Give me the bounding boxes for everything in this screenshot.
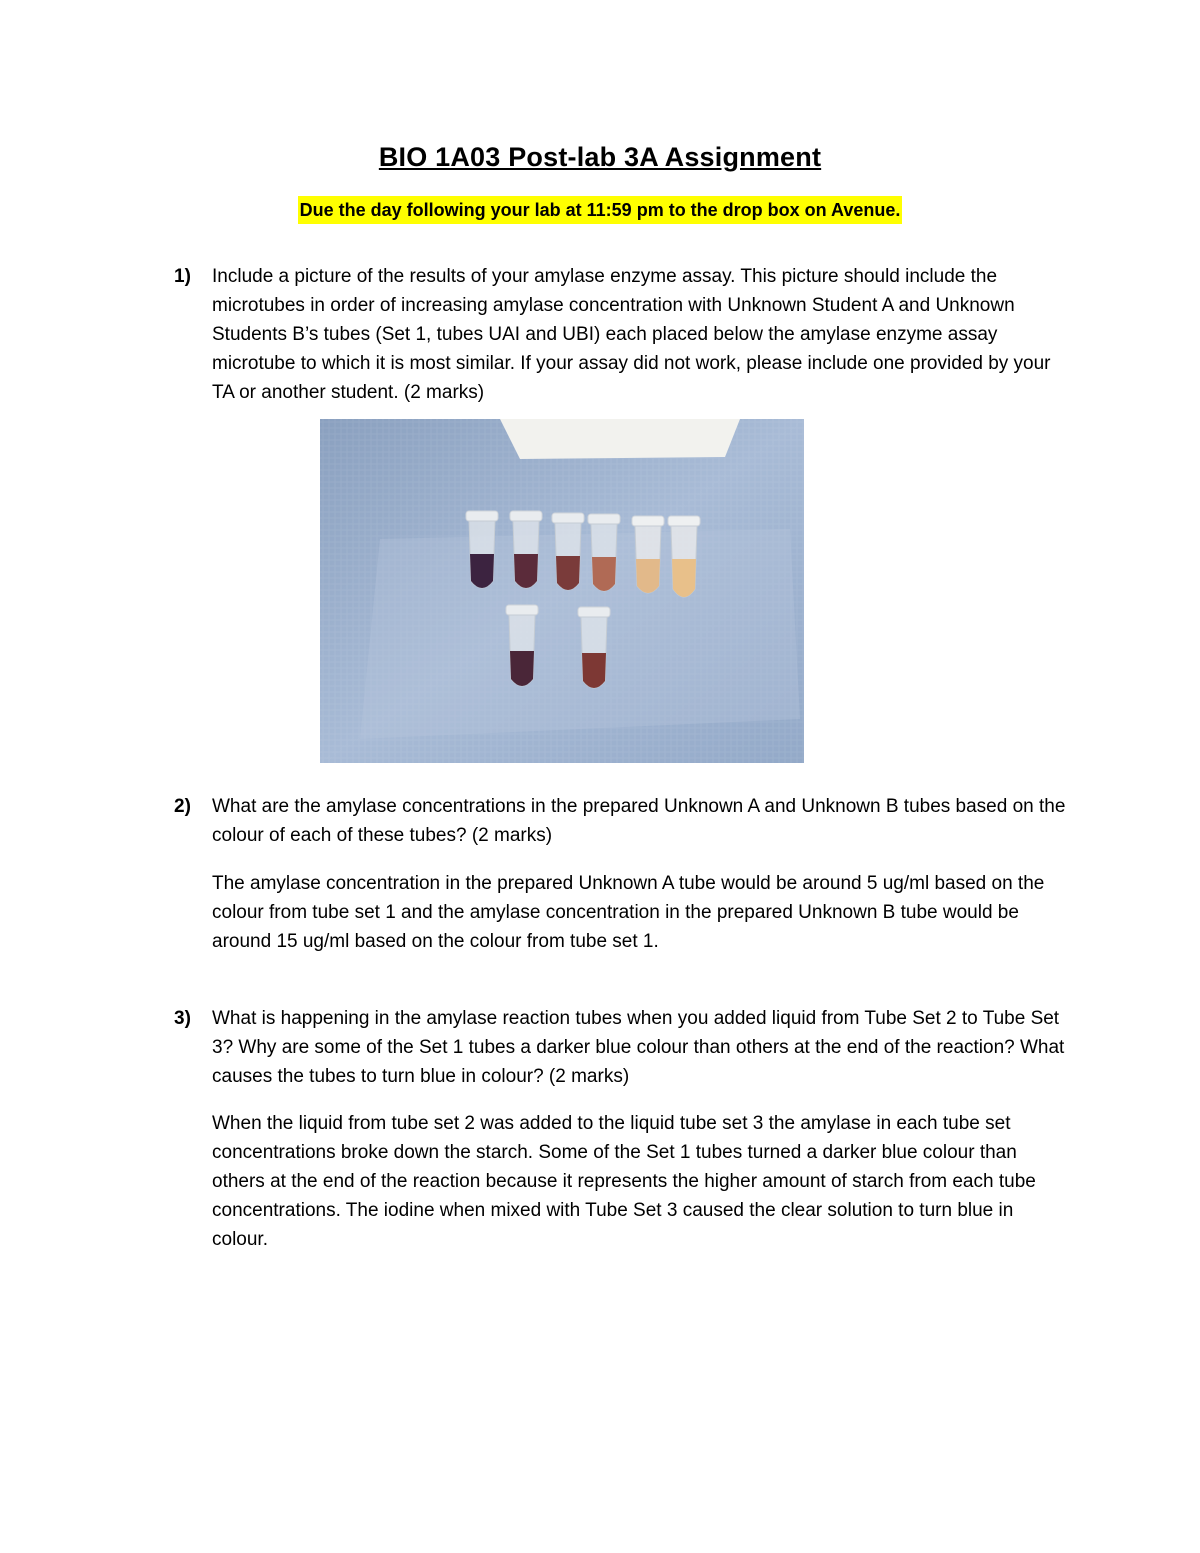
question-text: What is happening in the amylase reaction tubes when you added liquid from Tube Set 2 to Tube Set 3? Why are some of the Set 1 tubes a darker blue colour than others at the end of the reaction? What causes the tubes to turn blue in colour? (2 marks) [212,1008,1065,1087]
microtube-unknown-a [506,605,538,686]
amylase-assay-photo [320,419,804,763]
due-note [0,200,1200,221]
microtube [510,511,542,588]
question-3 [174,1004,1074,1091]
question-number: 1) [174,266,191,287]
answer-3: When the liquid from tube set 2 was added to the liquid tube set 3 the amylase in each tube set concentrations broke down the starch. Some of the Set 1 tubes turned a darker blue colour than others at the end of the reaction because it represents the higher amount of starch from each tube concentrations. The iodine when mixed with Tube Set 3 caused the clear solution to turn blue in colour. [212,1113,1036,1250]
question-number: 2) [174,796,191,817]
microtube [588,514,620,591]
microtube [632,516,664,593]
microtube [668,516,700,597]
question-2 [174,792,1074,850]
document-title: BIO 1A03 Post-lab 3A Assignment [378,142,822,172]
foam-block [500,419,740,459]
question-number: 3) [174,1008,191,1029]
due-note-highlight: Due the day following your lab at 11:59 pm to the drop box on Avenue. [298,196,903,224]
microtube-unknown-b [578,607,610,688]
question-text: Include a picture of the results of your amylase enzyme assay. This picture should include the microtubes in order of increasing amylase concentration with Unknown Student A and Unknown Students B’s tubes (Set 1, tubes UAI and UBI) each placed below the amylase enzyme assay microtube to which it is most similar. If your assay did not work, please include one provided by your TA or another student. (2 marks) [212,266,1051,403]
question-text: What are the amylase concentrations in the prepared Unknown A and Unknown B tubes based on the colour of each of these tubes? (2 marks) [212,796,1066,846]
microtube [552,513,584,590]
answer-2: The amylase concentration in the prepared Unknown A tube would be around 5 ug/ml based on the colour from tube set 1 and the amylase concentration in the prepared Unknown B tube would be around 15 ug/ml based on the colour from tube set 1. [212,873,1045,952]
microtube [466,511,498,588]
question-1 [174,262,1074,407]
